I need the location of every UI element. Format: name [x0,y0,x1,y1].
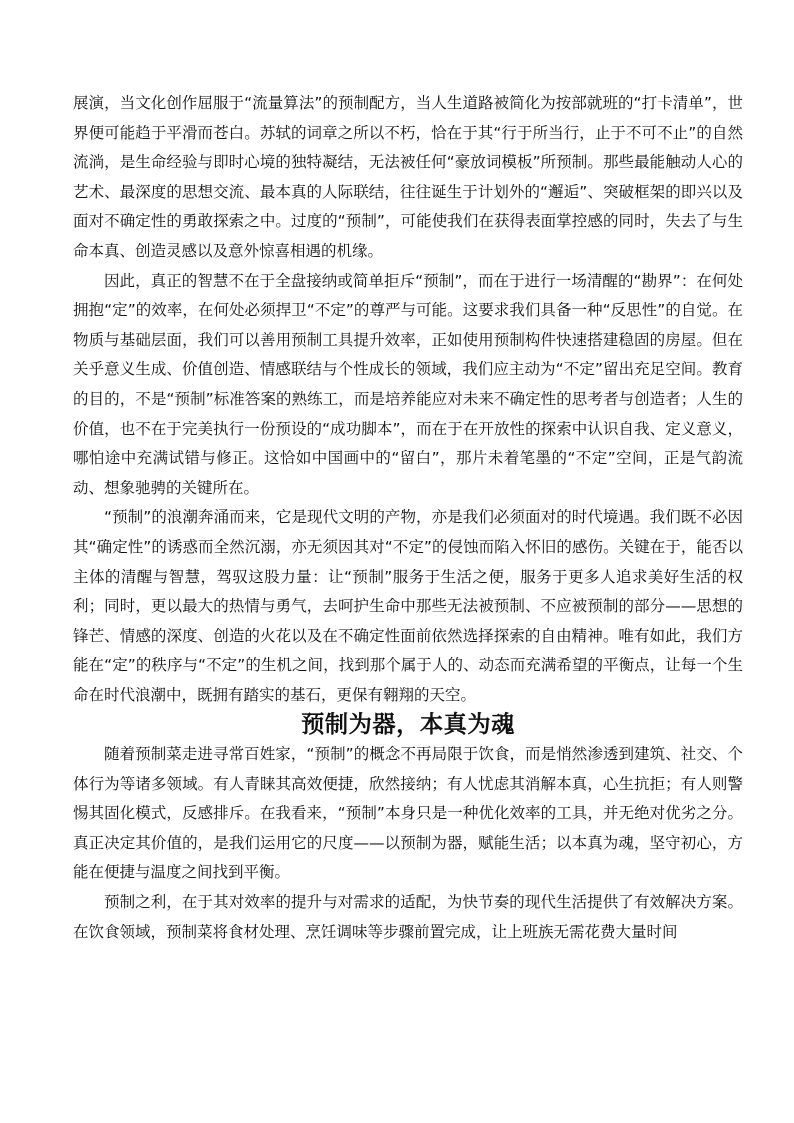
essay-title: 预制为器，本真为魂 [301,711,515,739]
paragraph-continued: 展演，当文化创作屈服于“流量算法”的预制配方，当人生道路被简化为按部就班的“打卡清单”，世界便可能趋于平滑而苍白。苏轼的词章之所以不朽，恰在于其“行于所当行，止于不可不止”的自然流淌，是生命经验与即时心境的独特凝结，无法被任何“豪放词模板”所预制。那些最能触动人心的艺术、最深度的思想交流、最本真的人际联结，往往诞生于计划外的“邂逅”、突破框架的即兴以及面对不确定性的勇敢探索之中。过度的“预制”，可能使我们在获得表面掌控感的同时，失去了与生命本真、创造灵感以及意外惊喜相遇的机缘。 [73,94,743,260]
paragraph: 预制之利，在于其对效率的提升与对需求的适配，为快节奏的现代生活提供了有效解决方案。在饮食领域，预制菜将食材处理、烹饪调味等步骤前置完成，让上班族无需花费大量时间 [73,893,743,941]
paragraph: 随着预制菜走进寻常百姓家，“预制”的概念不再局限于饮食，而是悄然渗透到建筑、社交、个体行为等诸多领域。有人青睐其高效便捷，欣然接纳；有人忧虑其消解本真，心生抗拒；有人则警惕其固化模式，反感排斥。在我看来，“预制”本身只是一种优化效率的工具，并无绝对优劣之分。真正决定其价值的，是我们运用它的尺度——以预制为器，赋能生活；以本真为魂，坚守初心，方能在便捷与温度之间找到平衡。 [73,745,743,882]
paragraph: 因此，真正的智慧不在于全盘接纳或简单拒斥“预制”，而在于进行一场清醒的“勘界”：在何处拥抱“定”的效率，在何处必须捍卫“不定”的尊严与可能。这要求我们具备一种“反思性”的自觉。在物质与基础层面，我们可以善用预制工具提升效率，正如使用预制构件快速搭建稳固的房屋。但在关乎意义生成、价值创造、情感联结与个性成长的领域，我们应主动为“不定”留出充足空间。教育的目的，不是“预制”标准答案的熟练工，而是培养能应对未来不确定性的思考者与创造者；人生的价值，也不在于完美执行一份预设的“成功脚本”，而在于在开放性的探索中认识自我、定义意义，哪怕途中充满试错与修正。这恰如中国画中的“留白”，那片未着笔墨的“不定”空间，正是气韵流动、想象驰骋的关键所在。 [73,271,743,497]
paragraph: “预制”的浪潮奔涌而来，它是现代文明的产物，亦是我们必须面对的时代境遇。我们既不必因其“确定性”的诱惑而全然沉溺，亦无须因其对“不定”的侵蚀而陷入怀旧的感伤。关键在于，能否以主体的清醒与智慧，驾驭这股力量：让“预制”服务于生活之便，服务于更多人追求美好生活的权利；同时，更以最大的热情与勇气，去呵护生命中那些无法被预制、不应被预制的部分——思想的锋芒、情感的深度、创造的火花以及在不确定性面前依然选择探索的自由精神。唯有如此，我们方能在“定”的秩序与“不定”的生机之间，找到那个属于人的、动态而充满希望的平衡点，让每一个生命在时代浪潮中，既拥有踏实的基石，更保有翱翔的天空。 [73,508,743,704]
document-page [73,89,743,947]
